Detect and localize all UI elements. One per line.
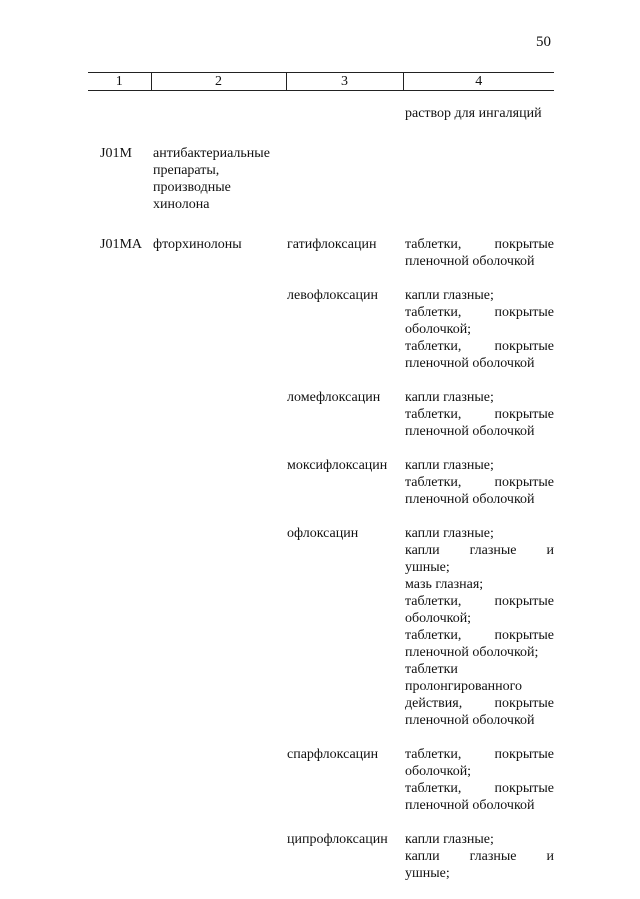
group-line: производные — [153, 180, 231, 195]
table-row — [88, 440, 554, 508]
substance-name: ципрофлоксацин — [287, 832, 388, 847]
table-body — [88, 91, 554, 883]
substance-name: левофлоксацин — [287, 288, 378, 303]
atc-code — [88, 814, 151, 882]
table-row — [88, 91, 554, 123]
substance-name — [286, 91, 403, 123]
group-name — [151, 729, 286, 814]
dosage-form-line: оболочкой; — [405, 764, 472, 779]
dosage-form-line: таблетки — [405, 662, 458, 677]
header-cell-1: 1 — [88, 73, 151, 91]
atc-code — [88, 729, 151, 814]
substance-name: спарфлоксацин — [287, 747, 379, 762]
table-row — [88, 508, 554, 729]
atc-code — [88, 91, 151, 123]
dosage-form-line: капли глазные; — [405, 288, 494, 303]
atc-code: J01M — [100, 146, 132, 161]
dosage-form-line: капли глазные; — [405, 832, 494, 847]
dosage-form-line: ушные; — [405, 560, 450, 575]
table-row — [88, 814, 554, 882]
dosage-form-line: капли глазные; — [405, 390, 494, 405]
drug-table — [88, 72, 554, 882]
atc-code — [88, 270, 151, 372]
atc-code — [88, 440, 151, 508]
group-name — [151, 508, 286, 729]
group-name — [151, 91, 286, 123]
header-cell-2: 2 — [151, 73, 286, 91]
dosage-forms — [403, 91, 554, 123]
table-row — [88, 122, 554, 213]
dosage-forms — [403, 270, 554, 372]
dosage-form-line: пролонгированного — [405, 679, 523, 694]
dosage-form-line: капли глазные и — [405, 543, 554, 558]
substance-name: офлоксацин — [287, 526, 359, 541]
atc-code: J01MA — [100, 237, 143, 252]
dosage-form-line: таблетки, покрытые — [405, 781, 554, 796]
header-cell-4: 4 — [403, 73, 554, 91]
dosage-form-line: капли глазные; — [405, 526, 494, 541]
table-row — [88, 372, 554, 440]
dosage-form-line: таблетки, покрытые — [405, 237, 554, 252]
dosage-form-line: пленочной оболочкой; — [405, 645, 539, 660]
substance-name: гатифлоксацин — [287, 237, 377, 252]
dosage-forms — [403, 814, 554, 882]
table-row — [88, 729, 554, 814]
dosage-form-line: пленочной оболочкой — [405, 713, 535, 728]
header-cell-3: 3 — [286, 73, 403, 91]
group-name — [151, 814, 286, 882]
dosage-form-line: пленочной оболочкой — [405, 798, 535, 813]
dosage-form-line: таблетки, покрытые — [405, 407, 554, 422]
dosage-form-line: таблетки, покрытые — [405, 305, 554, 320]
dosage-form-line: таблетки, покрытые — [405, 475, 554, 490]
group-name — [151, 213, 286, 270]
table-row — [88, 213, 554, 270]
dosage-form-line: таблетки, покрытые — [405, 339, 554, 354]
group-line: препараты, — [153, 163, 220, 178]
dosage-form-line: оболочкой; — [405, 611, 472, 626]
dosage-form-line: таблетки, покрытые — [405, 594, 554, 609]
group-name — [151, 122, 286, 213]
header-row — [88, 73, 554, 91]
dosage-form-line: оболочкой; — [405, 322, 472, 337]
atc-code — [88, 372, 151, 440]
page-number: 50 — [536, 34, 551, 50]
group-name — [151, 270, 286, 372]
dosage-form-line: пленочной оболочкой — [405, 254, 535, 269]
group-line: хинолона — [153, 197, 210, 212]
dosage-forms — [403, 440, 554, 508]
dosage-form-line: действия, покрытые — [405, 696, 554, 711]
group-line: антибактериальные — [153, 146, 270, 161]
dosage-forms — [403, 729, 554, 814]
substance-name — [286, 122, 403, 213]
dosage-forms — [403, 372, 554, 440]
dosage-form-line: раствор для ингаляций — [405, 106, 542, 121]
dosage-forms — [403, 122, 554, 213]
table-row — [88, 270, 554, 372]
dosage-form-line: пленочной оболочкой — [405, 424, 535, 439]
dosage-form-line: таблетки, покрытые — [405, 628, 554, 643]
dosage-form-line: пленочной оболочкой — [405, 356, 535, 371]
group-line: фторхинолоны — [153, 237, 242, 252]
group-name — [151, 440, 286, 508]
dosage-form-line: пленочной оболочкой — [405, 492, 535, 507]
dosage-form-line: капли глазные и — [405, 849, 554, 864]
substance-name: ломефлоксацин — [287, 390, 381, 405]
dosage-forms — [403, 213, 554, 270]
dosage-form-line: ушные; — [405, 866, 450, 881]
dosage-form-line: капли глазные; — [405, 458, 494, 473]
group-name — [151, 372, 286, 440]
table-header — [88, 73, 554, 91]
atc-code — [88, 508, 151, 729]
dosage-form-line: таблетки, покрытые — [405, 747, 554, 762]
dosage-forms — [403, 508, 554, 729]
substance-name: моксифлоксацин — [287, 458, 388, 473]
dosage-form-line: мазь глазная; — [405, 577, 484, 592]
